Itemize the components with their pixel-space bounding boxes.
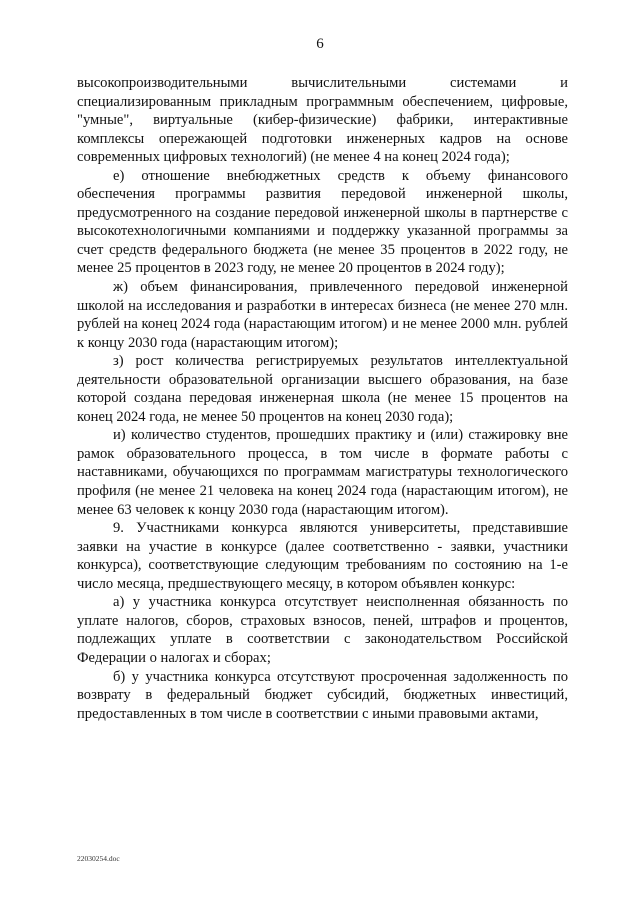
paragraph-continuation: высокопроизводительными вычислительными системами и специализированным прикладным программным обеспечением, цифровые, "умные", виртуальные (кибер-физические) фабрики, интерактивные комплексы опережающей подготовки инженерных кадров на основе современных цифровых технологий) (не менее 4 на конец 2024 года); [77, 75, 568, 166]
paragraph-item-zh: ж) объем финансирования, привлеченного передовой инженерной школой на исследования и разработки в интересах бизнеса (не менее 270 млн. рублей на конец 2024 года (нарастающим итогом) и не менее 2000 млн. рублей к концу 2030 года (нарастающим итогом); [77, 279, 568, 351]
document-body [77, 74, 568, 723]
paragraph-section-9: 9. Участниками конкурса являются университеты, представившие заявки на участие в конкурсе (далее соответственно - заявки, участники конкурса), соответствующие следующим требованиям по состоянию на 1-е число месяца, предшествующего месяцу, в котором объявлен конкурс: [77, 520, 568, 592]
paragraph-item-a: а) у участника конкурса отсутствует неисполненная обязанность по уплате налогов, сборов, страховых взносов, пеней, штрафов и процентов, подлежащих уплате в соответствии с законодательством Российской Федерации о налогах и сборах; [77, 594, 568, 666]
paragraph-item-b: б) у участника конкурса отсутствуют просроченная задолженность по возврату в федеральный бюджет субсидий, бюджетных инвестиций, предоставленных в том числе в соответствии с иными правовыми актами, [77, 668, 568, 722]
paragraph-item-i: и) количество студентов, прошедших практику и (или) стажировку вне рамок образовательного процесса, в том числе в формате работы с наставниками, обучающихся по программам магистратуры технологического профиля (не менее 21 человека на конец 2024 года (нарастающим итогом), не менее 63 человек к концу 2030 года (нарастающим итогом). [77, 427, 568, 518]
footer-document-code: 22030254.doc [77, 854, 120, 863]
paragraph-item-z: з) рост количества регистрируемых результатов интеллектуальной деятельности образовательной организации высшего образования, на базе которой создана передовая инженерная школа (не менее 15 процентов на конец 2024 года, не менее 50 процентов на конец 2030 года); [77, 353, 568, 425]
page-number: 6 [316, 36, 324, 52]
paragraph-item-e: е) отношение внебюджетных средств к объему финансового обеспечения программы развития передовой инженерной школы, предусмотренного на создание передовой инженерной школы в партнерстве с высокотехнологичными компаниями и поддержку указанной программы за счет средств федерального бюджета (не менее 35 процентов в 2022 году, не менее 25 процентов в 2023 году, не менее 20 процентов в 2024 году); [77, 167, 568, 277]
